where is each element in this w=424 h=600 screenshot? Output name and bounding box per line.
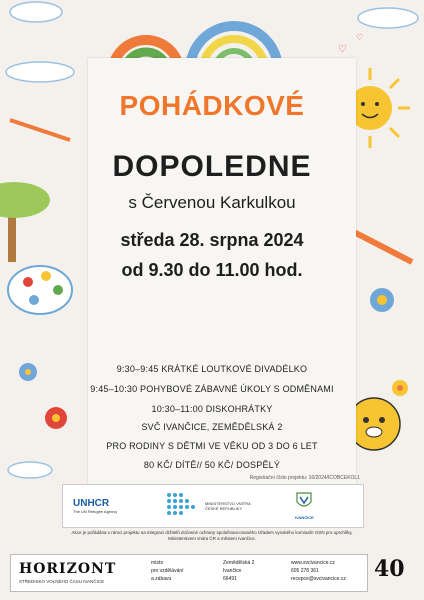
event-date: středa 28. srpna 2024 [120, 230, 304, 250]
ivancice-crest-icon [296, 492, 312, 510]
title-line-1: POHÁDKOVÉ [119, 90, 305, 121]
ministry-emblem-icon [165, 491, 201, 521]
horizont-subtitle: STŘEDISKO VOLNÉHO ČASU IVANČICE [19, 579, 105, 584]
website-link[interactable]: www.svcivancice.cz [291, 560, 335, 566]
flower-icon [370, 288, 394, 312]
footer [10, 554, 368, 592]
anniversary-badge: 40 [374, 556, 405, 582]
audience: PRO RODINY S DĚTMI VE VĚKU OD 3 DO 6 LET [106, 441, 318, 451]
program-item: 9:30–9:45 KRÁTKÉ LOUTKOVÉ DIVADÉLKO [116, 364, 308, 374]
program-item: 10:30–11:00 DISKOHRÁTKY [151, 404, 273, 414]
disclaimer: Akce je pořádána v rámci projektu na integraci držitelů dočasné ochrany spolufinancovaného Úřadem vysokého komisaře OSN pro uprchlíky, Ministerstvem vnitra ČR a městem Ivančice. [71, 530, 353, 541]
email-link[interactable]: recepce@svcivancice.cz [291, 576, 346, 582]
program-item: 9:45–10:30 POHYBOVÉ ZÁBAVNÉ ÚKOLY S ODMĚNAMI [90, 384, 334, 394]
phone-number[interactable]: 605 278 361 [291, 568, 319, 574]
footer-tagline: místo pro vzdělávání a zábavu [151, 560, 184, 582]
subtitle: s Červenou Karkulkou [128, 193, 296, 212]
ivancice-logo: IVANČICE [295, 485, 314, 527]
heart-icon: ♡ [356, 33, 364, 42]
cloud-icon [10, 2, 62, 22]
title-line-2: DOPOLEDNE [112, 150, 312, 183]
registration-number: Registrační číslo projektu: 16/2024/ICOBCEKOL1 [249, 475, 360, 481]
cloud-icon [6, 62, 74, 82]
ministry-logo: MINISTERSTVO VNITRA ČESKÉ REPUBLIKY [165, 485, 253, 527]
price: 80 KČ/ DÍTĚ// 50 KČ/ DOSPĚLÝ [143, 460, 281, 470]
brush-icon [10, 120, 70, 140]
partner-logos [62, 484, 364, 528]
venue: SVČ IVANČICE, ZEMĚDĚLSKÁ 2 [141, 422, 283, 432]
horizont-logo: HORIZONT [19, 561, 117, 577]
event-time: od 9.30 do 11.00 hod. [121, 260, 303, 280]
footer-address: Zemědělská 2 Ivančice 66491 [223, 560, 255, 582]
cloud-icon [358, 8, 418, 28]
heart-icon: ♡ [338, 44, 347, 55]
footer-contact [291, 559, 346, 583]
unhcr-logo: UNHCR The UN Refugee Agency [73, 498, 118, 514]
